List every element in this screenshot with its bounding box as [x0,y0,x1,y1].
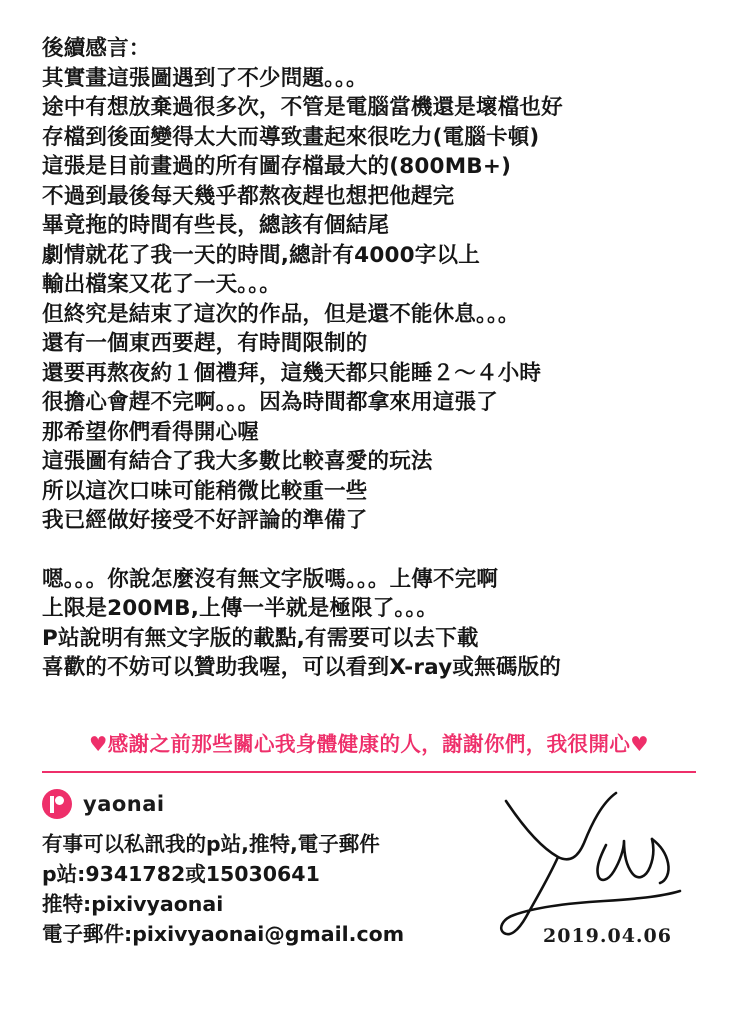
afterword-line: 還有一個東西要趕，有時間限制的 [42,331,368,356]
afterword-line: 這張是目前畫過的所有圖存檔最大的(800MB+) [42,154,512,179]
afterword-line: 畢竟拖的時間有些長，總該有個結尾 [42,213,390,238]
contact-line: 推特:pixivyaonai [42,891,224,916]
afterword-line: 喜歡的不妨可以贊助我喔，可以看到X-ray或無碼版的 [42,655,561,680]
contact-lines [42,829,696,949]
signature-date: 2019.04.06 [543,924,672,947]
divider [42,771,696,773]
afterword-line: 存檔到後面變得太大而導致畫起來很吃力(電腦卡頓) [42,124,540,150]
afterword-line: 劇情就花了我一天的時間,總計有4000字以上 [42,242,480,268]
afterword-text-block [42,34,696,683]
afterword-line: 但終究是結束了這次的作品，但是還不能休息。。。 [42,301,520,327]
footer-contact-block [42,787,696,977]
afterword-line: 還要再熬夜約１個禮拜，這幾天都只能睡２～４小時 [42,360,542,386]
paragraph-spacer [42,536,696,565]
afterword-line: P站說明有無文字版的載點,有需要可以去下載 [42,625,479,651]
contact-line: 電子郵件:pixivyaonai@gmail.com [42,921,405,946]
afterword-line: 上限是200MB,上傳一半就是極限了。。。 [42,596,439,621]
afterword-line: 很擔心會趕不完啊。。。因為時間都拿來用這張了 [42,390,498,415]
afterword-line: 那希望你們看得開心喔 [42,419,260,445]
patreon-icon [42,789,72,819]
afterword-line: 我已經做好接受不好評論的準備了 [42,508,368,533]
thanks-message: ♥感謝之前那些關心我身體健康的人，謝謝你們，我很開心♥ [88,731,650,756]
patreon-handle-row [42,787,696,821]
afterword-line: 其實畫這張圖遇到了不少問題。。。 [42,65,368,91]
afterword-line: 不過到最後每天幾乎都熬夜趕也想把他趕完 [42,183,455,209]
contact-line: 有事可以私訊我的p站,推特,電子郵件 [42,831,380,856]
afterword-line: 途中有想放棄過很多次，不管是電腦當機還是壞檔也好 [42,95,563,120]
afterword-line: 這張圖有結合了我大多數比較喜愛的玩法 [42,449,433,474]
afterword-line: 嗯。。。你說怎麼沒有無文字版嗎。。。上傳不完啊 [42,566,499,592]
author-handle: yaonai [83,791,165,816]
afterword-line: 輸出檔案又花了一天。。。 [42,272,281,297]
contact-line: p站:9341782或15030641 [42,861,320,886]
afterword-line: 所以這次口味可能稍微比較重一些 [42,478,368,504]
afterword-title: 後續感言： [42,36,151,61]
